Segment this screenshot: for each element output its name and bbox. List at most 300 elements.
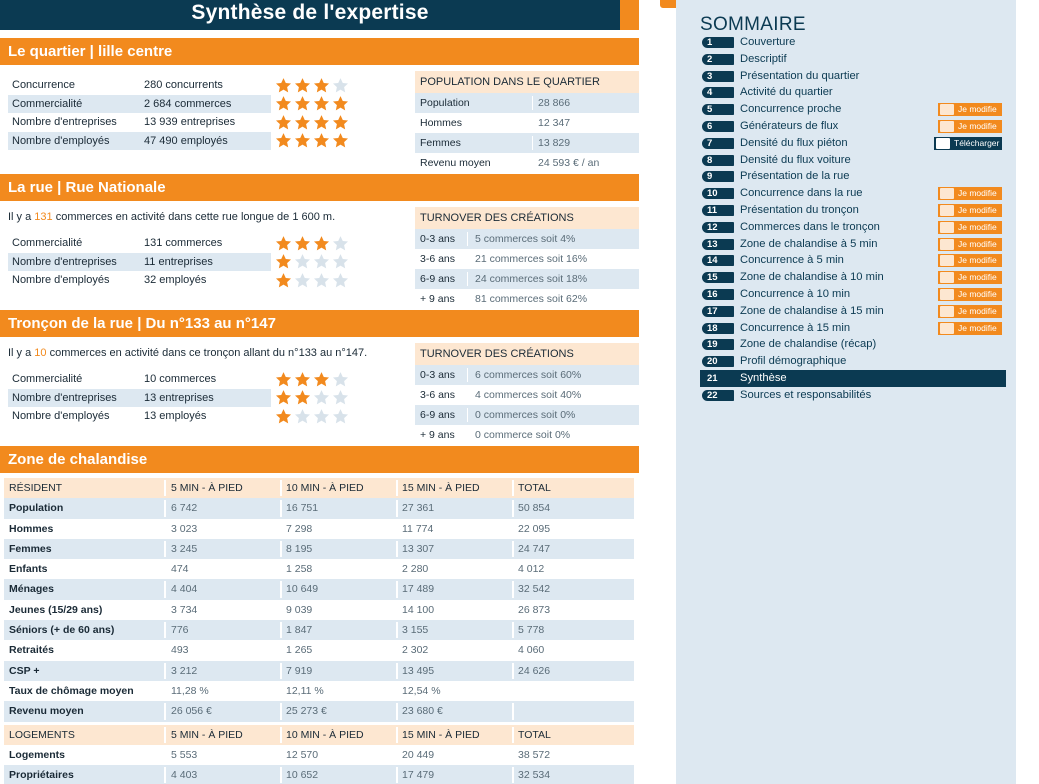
sommaire-item-title[interactable]: Couverture (740, 36, 796, 48)
sommaire-item[interactable] (700, 135, 1006, 152)
column-divider (164, 561, 166, 577)
sommaire-item-number: 3 (702, 71, 734, 82)
table-cell: 10 649 (286, 583, 319, 596)
star-icon (332, 253, 349, 270)
download-icon (936, 138, 950, 149)
table-cell: 3 155 (402, 624, 429, 637)
sommaire-item-title[interactable]: Zone de chalandise à 15 min (740, 304, 884, 317)
edit-button[interactable] (938, 254, 1002, 267)
column-divider (396, 480, 398, 496)
edit-button[interactable] (938, 271, 1002, 284)
sommaire-item-title[interactable]: Présentation de la rue (740, 170, 850, 183)
table-cell: RÉSIDENT (9, 482, 63, 494)
sommaire-item-number: 19 (702, 339, 734, 350)
column-divider (164, 541, 166, 557)
sommaire-item[interactable] (700, 269, 1006, 286)
section-quartier-title: Le quartier | lille centre (0, 38, 639, 65)
side-table-value: 5 commerces soit 4% (475, 233, 576, 245)
column-divider (164, 767, 166, 783)
side-table-label: 6-9 ans (420, 409, 456, 421)
sommaire-list (700, 34, 1006, 404)
star-rating (275, 76, 349, 95)
rating-value: 47 490 employés (144, 134, 228, 147)
table-cell: 7 298 (286, 522, 313, 535)
table-row (4, 559, 634, 579)
table-cell: Femmes (9, 542, 52, 555)
table-cell: 4 404 (171, 583, 198, 596)
table-cell: TOTAL (518, 482, 551, 494)
column-divider (396, 767, 398, 783)
star-icon (275, 408, 292, 425)
star-icon (332, 272, 349, 289)
sommaire-item[interactable] (700, 236, 1006, 253)
sommaire-item[interactable] (700, 168, 1006, 185)
star-rating (275, 407, 349, 426)
column-divider (164, 703, 166, 719)
table-cell: Séniors (+ de 60 ans) (9, 624, 115, 637)
rating-value: 32 employés (144, 274, 207, 286)
table-cell: 32 534 (518, 769, 551, 782)
troncon-ratings (8, 370, 271, 426)
table-cell: 50 854 (518, 502, 551, 515)
table-cell: 2 280 (402, 563, 429, 576)
rating-value: 10 commerces (144, 373, 217, 385)
sommaire-item-title[interactable]: Commerces dans le tronçon (740, 220, 880, 233)
column-divider (532, 96, 533, 110)
table-cell: 4 403 (171, 769, 198, 782)
page-title: Synthèse de l'expertise (0, 0, 620, 30)
column-divider (280, 500, 282, 516)
rating-label: Nombre d'entreprises (12, 116, 117, 128)
edit-icon (940, 121, 954, 132)
column-divider (512, 521, 514, 537)
side-table-row (415, 113, 639, 133)
side-table-row (415, 385, 639, 405)
table-cell: 5 MIN - À PIED (171, 728, 243, 741)
sommaire-item-title[interactable]: Densité du flux piéton (740, 136, 848, 149)
column-divider (467, 232, 468, 246)
star-icon (313, 253, 330, 270)
sommaire-item[interactable] (700, 152, 1006, 169)
star-rating (275, 113, 349, 132)
column-divider (532, 116, 533, 130)
star-icon (332, 389, 349, 406)
sommaire-item-title[interactable]: Concurrence à 10 min (740, 287, 851, 300)
column-divider (512, 663, 514, 679)
table-cell: 8 195 (286, 542, 313, 555)
table-cell: 23 680 € (402, 705, 443, 718)
sommaire-item[interactable] (700, 387, 1006, 404)
star-icon (294, 272, 311, 289)
table-cell: 10 MIN - À PIED (286, 482, 364, 494)
star-icon (294, 389, 311, 406)
sommaire-item[interactable] (700, 202, 1006, 219)
column-divider (280, 581, 282, 597)
star-rating (275, 132, 349, 151)
sommaire-item-number: 15 (702, 272, 734, 283)
table-cell: 13 307 (402, 542, 435, 555)
sommaire-title: SOMMAIRE (700, 14, 806, 35)
population-table (415, 71, 639, 173)
rating-value: 280 concurrents (144, 79, 223, 91)
sommaire-item-number: 18 (702, 323, 734, 334)
sommaire-item-number: 14 (702, 255, 734, 266)
troncon-sentence-start: Il y a (8, 347, 35, 359)
troncon-sentence-end: commerces en activité dans ce tronçon allant du n°133 au n°147. (46, 347, 368, 359)
table-row (4, 765, 634, 784)
table-cell: 24 626 (518, 664, 551, 677)
sommaire-item-title[interactable]: Générateurs de flux (740, 119, 839, 132)
side-table-row (415, 229, 639, 249)
sommaire-item-title[interactable]: Concurrence dans la rue (740, 187, 863, 200)
sommaire-item-title[interactable]: Présentation du tronçon (740, 203, 859, 216)
side-table-label: 3-6 ans (420, 253, 456, 265)
table-cell: 15 MIN - À PIED (402, 728, 480, 741)
sommaire-item[interactable] (700, 336, 1006, 353)
rue-sentence-count: 131 (34, 211, 53, 223)
download-button[interactable] (934, 137, 1002, 150)
column-divider (467, 408, 468, 422)
table-cell: 15 MIN - À PIED (402, 482, 480, 494)
star-icon (332, 114, 349, 131)
rating-row (8, 389, 271, 408)
edit-button[interactable] (938, 322, 1002, 335)
sommaire-item-title[interactable]: Sources et responsabilités (740, 388, 872, 401)
table-row (4, 661, 634, 681)
edit-button[interactable] (938, 103, 1002, 116)
column-divider (164, 480, 166, 496)
side-table-label: + 9 ans (420, 429, 455, 441)
table-cell: 1 258 (286, 563, 313, 576)
button-label: Je modifie (958, 272, 997, 283)
star-icon (332, 235, 349, 252)
section-troncon-title: Tronçon de la rue | Du n°133 au n°147 (0, 310, 639, 337)
column-divider (396, 622, 398, 638)
rating-row (8, 370, 271, 389)
table-cell: 6 742 (171, 502, 198, 515)
edit-icon (940, 188, 954, 199)
column-divider (532, 136, 533, 150)
rating-value: 13 employés (144, 410, 207, 422)
sommaire-item[interactable] (700, 84, 1006, 101)
table-cell: 5 553 (171, 748, 198, 761)
sommaire-item[interactable] (700, 68, 1006, 85)
table-cell: Logements (9, 748, 66, 761)
title-tab-accent (620, 0, 639, 30)
column-divider (396, 581, 398, 597)
table-cell: 3 245 (171, 542, 198, 555)
rue-turnover-header: TURNOVER DES CRÉATIONS (415, 207, 639, 229)
table-cell: 11,28 % (171, 684, 209, 697)
column-divider (396, 703, 398, 719)
table-cell: 12 570 (286, 748, 319, 761)
edit-icon (940, 306, 954, 317)
table-cell: 776 (171, 624, 189, 637)
sommaire-item-title[interactable]: Zone de chalandise à 10 min (740, 271, 884, 284)
side-table-label: 6-9 ans (420, 273, 456, 285)
edit-button[interactable] (938, 120, 1002, 133)
table-cell: 3 734 (171, 603, 198, 616)
sommaire-item-title[interactable]: Concurrence à 5 min (740, 254, 844, 267)
table-cell: Hommes (9, 522, 54, 535)
star-icon (332, 95, 349, 112)
column-divider (396, 500, 398, 516)
star-icon (275, 114, 292, 131)
star-icon (294, 371, 311, 388)
section-rue-title: La rue | Rue Nationale (0, 174, 639, 201)
star-icon (332, 408, 349, 425)
table-cell: CSP + (9, 664, 40, 677)
star-icon (294, 235, 311, 252)
column-divider (396, 747, 398, 763)
rating-label: Concurrence (12, 79, 75, 91)
column-divider (512, 541, 514, 557)
sommaire-item-title[interactable]: Concurrence proche (740, 103, 842, 116)
edit-icon (940, 289, 954, 300)
table-cell: 17 489 (402, 583, 435, 596)
sommaire-item[interactable] (700, 353, 1006, 370)
edit-icon (940, 255, 954, 266)
column-divider (467, 252, 468, 266)
sommaire-item-number: 2 (702, 54, 734, 65)
column-divider (467, 388, 468, 402)
table-cell: Jeunes (15/29 ans) (9, 603, 103, 616)
column-divider (396, 642, 398, 658)
table-row (4, 620, 634, 640)
star-icon (294, 408, 311, 425)
table-row (4, 539, 634, 559)
side-table-value: 13 829 (538, 137, 571, 149)
table-cell: 2 302 (402, 644, 429, 657)
rating-value: 11 entreprises (144, 255, 213, 268)
table-cell: 12,54 % (402, 684, 441, 697)
star-icon (275, 77, 292, 94)
star-icon (313, 389, 330, 406)
rating-label: Nombre d'employés (12, 134, 110, 147)
sommaire-item-number: 17 (702, 306, 734, 317)
rating-row (8, 253, 271, 272)
column-divider (512, 683, 514, 699)
rating-row (8, 271, 271, 290)
sommaire-item[interactable] (700, 320, 1006, 337)
side-table-row (415, 365, 639, 385)
star-icon (313, 371, 330, 388)
sommaire-item-number: 10 (702, 188, 734, 199)
column-divider (280, 622, 282, 638)
table-cell: 27 361 (402, 502, 435, 515)
sommaire-item-title[interactable]: Descriptif (740, 52, 787, 65)
sommaire-item-title[interactable]: Zone de chalandise (récap) (740, 338, 877, 351)
column-divider (512, 561, 514, 577)
troncon-turnover-table (415, 343, 639, 445)
star-icon (294, 132, 311, 149)
sommaire-item-title[interactable]: Zone de chalandise à 5 min (740, 237, 878, 250)
side-table-value: 24 593 € / an (538, 157, 600, 169)
sommaire-item-number: 8 (702, 155, 734, 166)
rating-label: Commercialité (12, 97, 83, 110)
sommaire-item-number: 9 (702, 171, 734, 182)
side-table-row (415, 249, 639, 269)
table-cell: 493 (171, 644, 189, 657)
column-divider (512, 727, 514, 743)
edit-button[interactable] (938, 305, 1002, 318)
star-icon (332, 77, 349, 94)
star-icon (313, 132, 330, 149)
rue-sentence (8, 211, 335, 223)
sommaire-item-title[interactable]: Profil démographique (740, 355, 847, 368)
side-table-label: Revenu moyen (420, 157, 491, 169)
side-table-value: 28 866 (538, 97, 571, 109)
table-cell: 474 (171, 563, 189, 576)
column-divider (164, 500, 166, 516)
table-cell: 14 100 (402, 603, 435, 616)
table-cell: 13 495 (402, 664, 435, 677)
edit-button[interactable] (938, 238, 1002, 251)
troncon-sentence (8, 347, 367, 359)
side-table-value: 24 commerces soit 18% (475, 273, 588, 285)
table-cell: Retraités (9, 644, 54, 657)
sommaire-item-number: 16 (702, 289, 734, 300)
side-table-row (415, 133, 639, 153)
star-icon (275, 95, 292, 112)
rue-turnover-table (415, 207, 639, 309)
button-label: Je modifie (958, 120, 997, 131)
column-divider (280, 602, 282, 618)
table-row (4, 681, 634, 701)
side-table-label: Population (420, 97, 470, 109)
column-divider (280, 561, 282, 577)
sommaire-item[interactable] (700, 185, 1006, 202)
sommaire-item[interactable] (700, 286, 1006, 303)
column-divider (467, 428, 468, 442)
side-table-label: 0-3 ans (420, 233, 456, 245)
edit-button[interactable] (938, 288, 1002, 301)
column-divider (164, 683, 166, 699)
table-cell: 5 MIN - À PIED (171, 482, 243, 494)
side-table-value: 81 commerces soit 62% (475, 293, 588, 305)
side-table-row (415, 289, 639, 309)
table-cell: 16 751 (286, 502, 319, 515)
star-icon (275, 132, 292, 149)
star-rating (275, 370, 349, 389)
column-divider (512, 747, 514, 763)
sommaire-item-number: 5 (702, 104, 734, 115)
star-icon (294, 77, 311, 94)
sommaire-item[interactable] (700, 303, 1006, 320)
rating-row (8, 113, 271, 132)
rating-value: 13 entreprises (144, 391, 214, 404)
table-row (4, 640, 634, 660)
sommaire-item[interactable] (700, 370, 1006, 387)
table-cell: Ménages (9, 583, 54, 596)
sommaire-item-title[interactable]: Concurrence à 15 min (740, 321, 851, 334)
edit-icon (940, 222, 954, 233)
population-table-header: POPULATION DANS LE QUARTIER (415, 71, 639, 93)
star-icon (313, 95, 330, 112)
table-cell: 32 542 (518, 583, 551, 596)
sommaire-item-number: 13 (702, 239, 734, 250)
column-divider (280, 727, 282, 743)
star-rating (275, 234, 349, 253)
table-cell: Population (9, 502, 64, 515)
rating-label: Commercialité (12, 373, 83, 385)
button-label: Télécharger (954, 137, 1000, 148)
rating-label: Nombre d'employés (12, 274, 110, 286)
edit-button[interactable] (938, 204, 1002, 217)
table-cell: LOGEMENTS (9, 728, 75, 741)
troncon-stars (275, 370, 349, 426)
column-divider (512, 642, 514, 658)
side-table-value: 6 commerces soit 60% (475, 369, 582, 381)
table-header-row (4, 725, 634, 745)
sommaire-item-title[interactable]: Densité du flux voiture (740, 153, 851, 166)
table-row (4, 745, 634, 765)
side-table-label: 3-6 ans (420, 389, 456, 401)
column-divider (396, 663, 398, 679)
side-table-value: 0 commerces soit 0% (475, 409, 576, 421)
edit-icon (940, 272, 954, 283)
sommaire-item[interactable] (700, 101, 1006, 118)
column-divider (280, 663, 282, 679)
edit-icon (940, 323, 954, 334)
star-icon (313, 272, 330, 289)
column-divider (280, 767, 282, 783)
sommaire-item-number: 11 (702, 205, 734, 216)
star-rating (275, 253, 349, 272)
table-row (4, 519, 634, 539)
table-cell: 4 060 (518, 644, 545, 657)
sommaire-item[interactable] (700, 34, 1006, 51)
sommaire-item-title[interactable]: Activité du quartier (740, 86, 833, 99)
sommaire-item-title[interactable]: Présentation du quartier (740, 69, 860, 82)
column-divider (396, 541, 398, 557)
sommaire-item[interactable] (700, 51, 1006, 68)
column-divider (280, 541, 282, 557)
table-cell: Enfants (9, 563, 48, 576)
sommaire-item[interactable] (700, 118, 1006, 135)
column-divider (164, 747, 166, 763)
table-cell: TOTAL (518, 728, 551, 741)
table-cell: 26 056 € (171, 705, 212, 718)
table-cell: 12,11 % (286, 684, 324, 697)
rating-label: Commercialité (12, 237, 83, 249)
table-cell: 4 012 (518, 563, 545, 576)
sommaire-item-number: 12 (702, 222, 734, 233)
button-label: Je modifie (958, 305, 997, 316)
column-divider (512, 622, 514, 638)
star-icon (275, 272, 292, 289)
column-divider (512, 703, 514, 719)
table-cell: 25 273 € (286, 705, 327, 718)
sommaire-item-number: 7 (702, 138, 734, 149)
sommaire-item[interactable] (700, 252, 1006, 269)
button-label: Je modifie (958, 288, 997, 299)
star-rating (275, 271, 349, 290)
side-table-value: 4 commerces soit 40% (475, 389, 582, 401)
sommaire-item[interactable] (700, 219, 1006, 236)
column-divider (512, 500, 514, 516)
edit-button[interactable] (938, 221, 1002, 234)
edit-button[interactable] (938, 187, 1002, 200)
table-cell: 1 847 (286, 624, 313, 637)
table-cell: Propriétaires (9, 769, 74, 782)
table-cell: 11 774 (402, 522, 434, 535)
zone-chalandise-table (4, 478, 634, 784)
table-cell: 10 652 (286, 769, 319, 782)
edit-icon (940, 104, 954, 115)
sommaire-item-title[interactable]: Synthèse (740, 371, 787, 384)
column-divider (280, 747, 282, 763)
